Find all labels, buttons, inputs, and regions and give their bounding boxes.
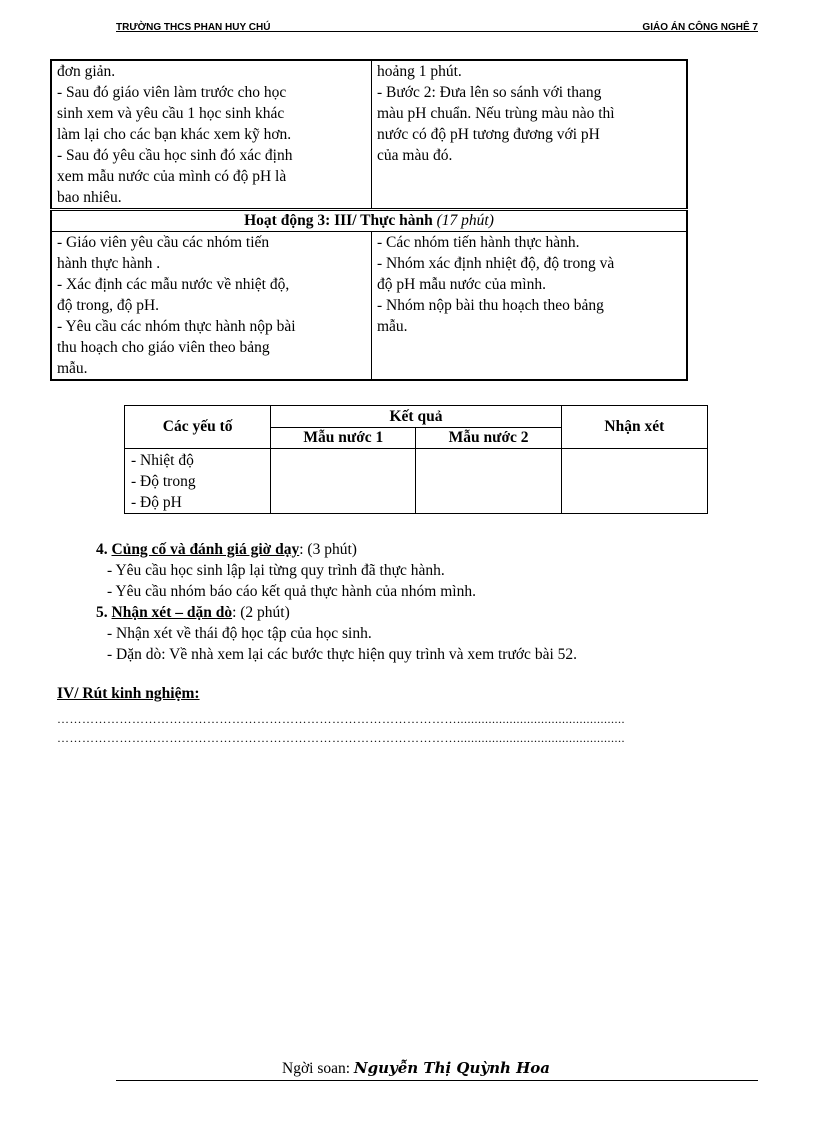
text-line: sinh xem và yêu cầu 1 học sinh khác [57, 105, 285, 122]
section-5-item: - Nhận xét về thái độ học tập của học sinh. [107, 625, 372, 642]
teacher-activity-cell [51, 232, 372, 381]
text-line: hành thực hành . [57, 255, 161, 272]
student-activity-cell [372, 60, 688, 210]
factor-list-cell [125, 449, 271, 514]
text-line: hoảng 1 phút. [377, 63, 462, 80]
section-4-item: - Yêu cầu học sinh lập lại từng quy trình đã thực hành. [107, 562, 445, 579]
header-sample-1: Mẫu nước 1 [271, 428, 416, 449]
dotted-line: ……………………………………………………………………………………................................................ [57, 712, 625, 726]
section-4-title: Củng cố và đánh giá giờ dạy [111, 541, 300, 558]
section-4 [96, 539, 476, 602]
school-name: TRƯỜNG THCS PHAN HUY CHÚ [116, 22, 271, 33]
factor-item: - Độ trong [131, 473, 196, 490]
lesson-activity-table [50, 59, 688, 381]
text-line: - Giáo viên yêu cầu các nhóm tiến [57, 234, 270, 251]
footer-rule [116, 1080, 758, 1081]
author-credit [282, 1059, 550, 1078]
result-table [124, 405, 708, 514]
section-5-title: Nhận xét – dặn dò [111, 604, 233, 621]
text-line: xem mẫu nước của mình có độ pH là [57, 168, 287, 185]
dotted-line: ……………………………………………………………………………………................................................ [57, 731, 625, 745]
header-rule [116, 31, 758, 32]
activity-heading-row [51, 210, 687, 232]
activity-time: (17 phút) [436, 212, 494, 229]
header-comment: Nhận xét [561, 406, 707, 449]
text-line: mẫu. [377, 318, 408, 335]
section-iv-title: IV/ Rút kinh nghiệm: [57, 685, 200, 702]
section-4-number: 4. [96, 541, 108, 558]
comment-cell [561, 449, 707, 514]
author-label: Ngời soan: [282, 1060, 351, 1077]
author-name: Nguyễn Thị Quỳnh Hoa [353, 1059, 551, 1077]
text-line: bao nhiêu. [57, 189, 122, 206]
section-5-time: : (2 phút) [232, 604, 290, 621]
document-title: GIÁO ÁN CÔNG NGHỆ 7 [642, 22, 758, 33]
text-line: của màu đó. [377, 147, 453, 164]
teacher-activity-cell [51, 60, 372, 210]
text-line: độ trong, độ pH. [57, 297, 160, 314]
factor-item: - Độ pH [131, 494, 182, 511]
text-line: - Nhóm xác định nhiệt độ, độ trong và [377, 255, 615, 272]
text-line: - Nhóm nộp bài thu hoạch theo bảng [377, 297, 604, 314]
page-header [116, 22, 758, 38]
text-line: đơn giản. [57, 63, 116, 80]
text-line: mẫu. [57, 360, 88, 377]
factor-item: - Nhiệt độ [131, 452, 194, 469]
section-4-item: - Yêu cầu nhóm báo cáo kết quả thực hành của nhóm mình. [107, 583, 476, 600]
text-line: - Sau đó yêu cầu học sinh đó xác định [57, 147, 293, 164]
activity-row [51, 60, 687, 210]
student-activity-cell [372, 232, 688, 381]
section-4-title-line [96, 539, 476, 560]
section-5-title-line [96, 602, 577, 623]
section-5-item: - Dặn dò: Về nhà xem lại các bước thực hiện quy trình và xem trước bài 52. [107, 646, 578, 663]
activity-row [51, 232, 687, 381]
text-line: - Xác định các mẫu nước về nhiệt độ, [57, 276, 290, 293]
result-header-row [125, 406, 708, 428]
text-line: - Yêu cầu các nhóm thực hành nộp bài [57, 318, 296, 335]
sample-2-cell [416, 449, 561, 514]
activity-heading-text: Hoạt động 3: III/ Thực hành [244, 212, 433, 229]
section-4-time: : (3 phút) [299, 541, 357, 558]
header-sample-2: Mẫu nước 2 [416, 428, 561, 449]
sample-1-cell [271, 449, 416, 514]
section-5 [96, 602, 577, 665]
text-line: độ pH mẫu nước của mình. [377, 276, 546, 293]
text-line: nước có độ pH tương đương với pH [377, 126, 600, 143]
text-line: màu pH chuẩn. Nếu trùng màu nào thì [377, 105, 615, 122]
section-5-number: 5. [96, 604, 108, 621]
text-line: làm lại cho các bạn khác xem kỹ hơn. [57, 126, 292, 143]
header-result: Kết quả [271, 406, 561, 428]
activity-heading [51, 210, 687, 232]
text-line: - Các nhóm tiến hành thực hành. [377, 234, 580, 251]
result-data-row [125, 449, 708, 514]
text-line: - Sau đó giáo viên làm trước cho học [57, 84, 287, 101]
text-line: - Bước 2: Đưa lên so sánh với thang [377, 84, 602, 101]
text-line: thu hoạch cho giáo viên theo bảng [57, 339, 270, 356]
header-factor: Các yếu tố [125, 406, 271, 449]
